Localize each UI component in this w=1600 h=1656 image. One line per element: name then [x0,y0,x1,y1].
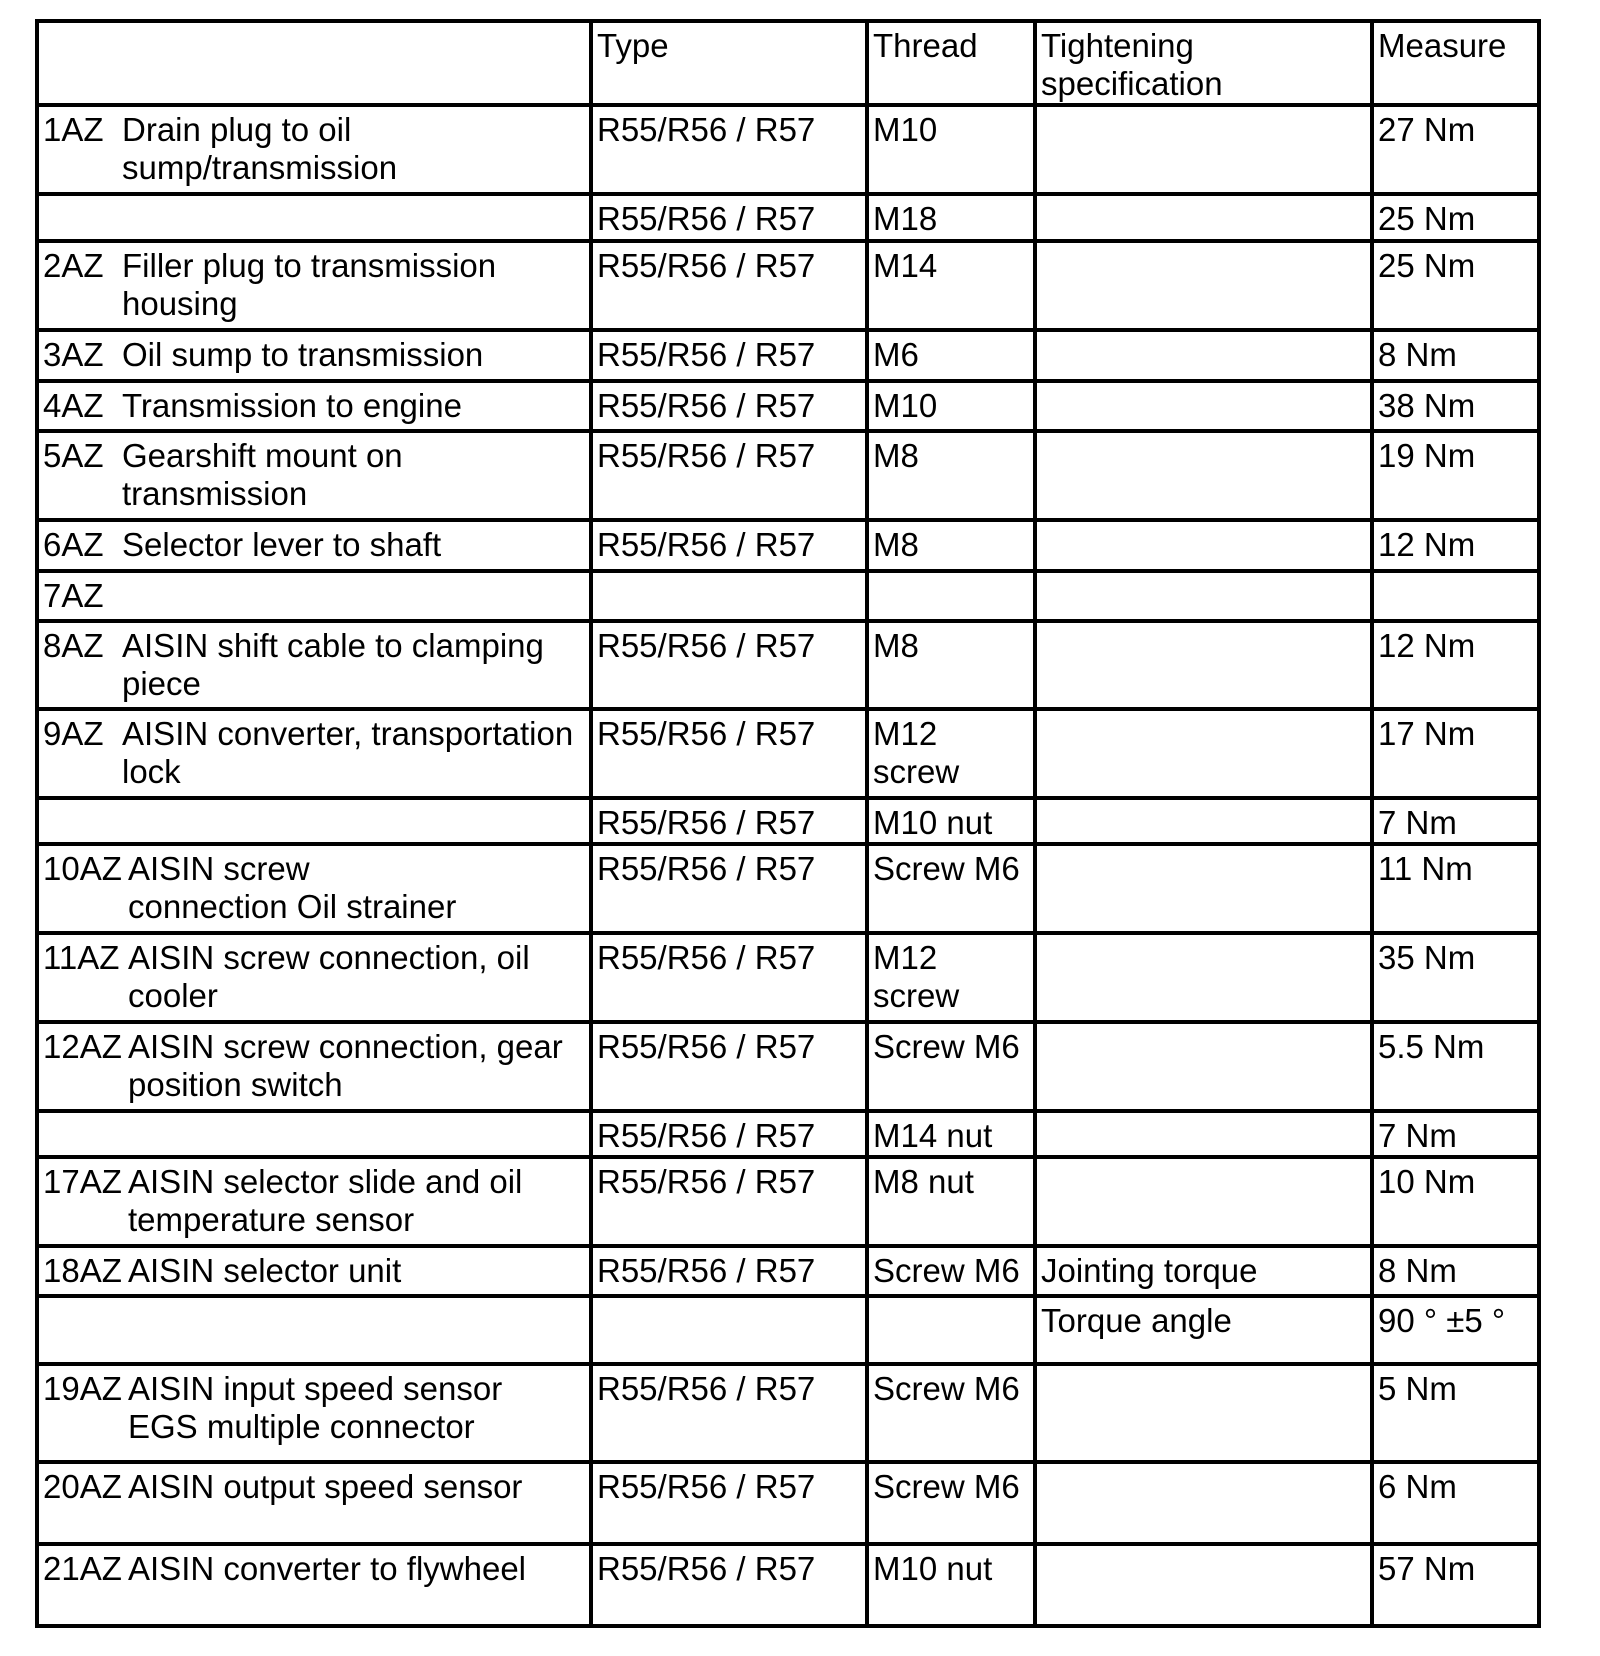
tightening-torque-table [35,19,1541,1628]
item-number: 5AZ [43,437,104,474]
header-row [37,21,1539,105]
measure-cell: 5 Nm [1372,1364,1539,1462]
thread-cell: M10 [867,105,1035,194]
spec-cell [1035,571,1372,621]
type-cell: R55/R56 / R57 [591,1364,867,1462]
header-component [37,21,591,105]
table-row [37,431,1539,520]
item-number: 9AZ [43,715,104,752]
table-row [37,798,1539,844]
thread-cell: M10 nut [867,798,1035,844]
measure-cell: 6 Nm [1372,1462,1539,1544]
item-description: AISIN input speed sensor EGS multiple connector [128,1370,503,1445]
measure-cell: 12 Nm [1372,520,1539,571]
table-row [37,621,1539,709]
table-row [37,520,1539,571]
measure-cell: 10 Nm [1372,1157,1539,1246]
component-cell [37,621,591,709]
header-thread: Thread [867,21,1035,105]
header-type: Type [591,21,867,105]
thread-cell: M8 [867,520,1035,571]
thread-cell: M14 [867,241,1035,330]
item-description: AISIN screw connection, gear position switch [128,1028,563,1103]
measure-cell: 35 Nm [1372,933,1539,1022]
spec-cell [1035,194,1372,241]
thread-cell: M10 nut [867,1544,1035,1626]
item-description: Selector lever to shaft [122,526,442,563]
item-description: AISIN output speed sensor [128,1468,523,1505]
component-cell [37,1022,591,1111]
measure-cell [1372,571,1539,621]
item-number: 21AZ [43,1550,122,1587]
item-number: 2AZ [43,247,104,284]
spec-cell [1035,431,1372,520]
spec-cell [1035,1364,1372,1462]
item-description: Transmission to engine [122,387,462,424]
thread-cell: M6 [867,330,1035,381]
spec-cell [1035,709,1372,798]
item-number: 17AZ [43,1163,122,1200]
spec-cell [1035,241,1372,330]
thread-cell [867,571,1035,621]
thread-cell: Screw M6 [867,1364,1035,1462]
thread-cell: Screw M6 [867,844,1035,933]
spec-cell [1035,933,1372,1022]
type-cell: R55/R56 / R57 [591,1157,867,1246]
type-cell: R55/R56 / R57 [591,431,867,520]
component-cell [37,520,591,571]
component-cell [37,105,591,194]
type-cell: R55/R56 / R57 [591,1111,867,1157]
thread-cell: M10 [867,381,1035,431]
item-number: 6AZ [43,526,104,563]
header-tightening-specification: Tightening specification [1035,21,1372,105]
spec-cell [1035,381,1372,431]
component-cell [37,571,591,621]
spec-cell [1035,1111,1372,1157]
type-cell: R55/R56 / R57 [591,844,867,933]
spec-cell [1035,1022,1372,1111]
measure-cell: 8 Nm [1372,330,1539,381]
measure-cell: 27 Nm [1372,105,1539,194]
table-row [37,571,1539,621]
item-description: AISIN selector unit [128,1252,402,1289]
spec-cell [1035,520,1372,571]
component-cell [37,1544,591,1626]
table-row [37,1022,1539,1111]
item-description: AISIN screw connection Oil strainer [128,850,457,925]
spec-cell [1035,1157,1372,1246]
spec-cell [1035,621,1372,709]
item-number: 19AZ [43,1370,122,1407]
item-number: 12AZ [43,1028,122,1065]
type-cell: R55/R56 / R57 [591,1462,867,1544]
item-description: AISIN converter to flywheel [128,1550,526,1587]
table-row [37,709,1539,798]
component-cell [37,1364,591,1462]
thread-cell: M18 [867,194,1035,241]
thread-cell: M12 screw [867,709,1035,798]
item-number: 3AZ [43,336,104,373]
type-cell: R55/R56 / R57 [591,241,867,330]
type-cell: R55/R56 / R57 [591,194,867,241]
item-number: 8AZ [43,627,104,664]
measure-cell: 38 Nm [1372,381,1539,431]
measure-cell: 90 ° ±5 ° [1372,1296,1539,1364]
table-row [37,1462,1539,1544]
table-row [37,1246,1539,1296]
measure-cell: 5.5 Nm [1372,1022,1539,1111]
type-cell: R55/R56 / R57 [591,105,867,194]
thread-cell: Screw M6 [867,1462,1035,1544]
table-row [37,241,1539,330]
measure-cell: 57 Nm [1372,1544,1539,1626]
item-description: Drain plug to oil sump/transmission [122,111,398,186]
table-row [37,194,1539,241]
type-cell: R55/R56 / R57 [591,933,867,1022]
spec-cell [1035,330,1372,381]
table-row [37,1364,1539,1462]
measure-cell: 11 Nm [1372,844,1539,933]
table-row [37,1157,1539,1246]
measure-cell: 7 Nm [1372,1111,1539,1157]
item-description: AISIN converter, transportation lock [122,715,574,790]
spec-cell [1035,844,1372,933]
type-cell: R55/R56 / R57 [591,1022,867,1111]
item-description: AISIN shift cable to clamping piece [122,627,544,702]
table-row [37,1544,1539,1626]
spec-cell [1035,105,1372,194]
spec-cell [1035,1544,1372,1626]
item-description: Filler plug to transmission housing [122,247,497,322]
type-cell: R55/R56 / R57 [591,520,867,571]
item-number: 20AZ [43,1468,122,1505]
measure-cell: 7 Nm [1372,798,1539,844]
measure-cell: 25 Nm [1372,194,1539,241]
table-row [37,844,1539,933]
measure-cell: 12 Nm [1372,621,1539,709]
thread-cell [867,1296,1035,1364]
component-cell [37,381,591,431]
component-cell [37,1111,591,1157]
component-cell [37,933,591,1022]
table-row [37,330,1539,381]
component-cell [37,330,591,381]
type-cell: R55/R56 / R57 [591,381,867,431]
measure-cell: 8 Nm [1372,1246,1539,1296]
type-cell: R55/R56 / R57 [591,709,867,798]
component-cell [37,1296,591,1364]
type-cell [591,571,867,621]
table-row [37,1111,1539,1157]
item-number: 7AZ [43,577,104,614]
component-cell [37,798,591,844]
component-cell [37,194,591,241]
component-cell [37,1157,591,1246]
table-row [37,105,1539,194]
component-cell [37,1246,591,1296]
measure-cell: 17 Nm [1372,709,1539,798]
component-cell [37,241,591,330]
component-cell [37,709,591,798]
thread-cell: Screw M6 [867,1246,1035,1296]
type-cell: R55/R56 / R57 [591,1246,867,1296]
thread-cell: M8 [867,431,1035,520]
type-cell: R55/R56 / R57 [591,798,867,844]
thread-cell: M12 screw [867,933,1035,1022]
component-cell [37,431,591,520]
spec-cell [1035,1462,1372,1544]
measure-cell: 19 Nm [1372,431,1539,520]
table-row [37,1296,1539,1364]
thread-cell: M8 nut [867,1157,1035,1246]
spec-cell: Jointing torque [1035,1246,1372,1296]
item-description: Gearshift mount on transmission [122,437,403,512]
item-number: 18AZ [43,1252,122,1289]
item-number: 10AZ [43,850,122,887]
component-cell [37,844,591,933]
item-description: AISIN screw connection, oil cooler [128,939,530,1014]
type-cell: R55/R56 / R57 [591,330,867,381]
item-description: Oil sump to transmission [122,336,484,373]
component-cell [37,1462,591,1544]
item-number: 11AZ [43,939,120,976]
header-measure: Measure [1372,21,1539,105]
measure-cell: 25 Nm [1372,241,1539,330]
table-row [37,933,1539,1022]
item-number: 1AZ [43,111,104,148]
table-row [37,381,1539,431]
spec-cell: Torque angle [1035,1296,1372,1364]
item-description: AISIN selector slide and oil temperature sensor [128,1163,523,1238]
spec-cell [1035,798,1372,844]
thread-cell: Screw M6 [867,1022,1035,1111]
thread-cell: M8 [867,621,1035,709]
thread-cell: M14 nut [867,1111,1035,1157]
type-cell [591,1296,867,1364]
type-cell: R55/R56 / R57 [591,1544,867,1626]
item-number: 4AZ [43,387,104,424]
type-cell: R55/R56 / R57 [591,621,867,709]
